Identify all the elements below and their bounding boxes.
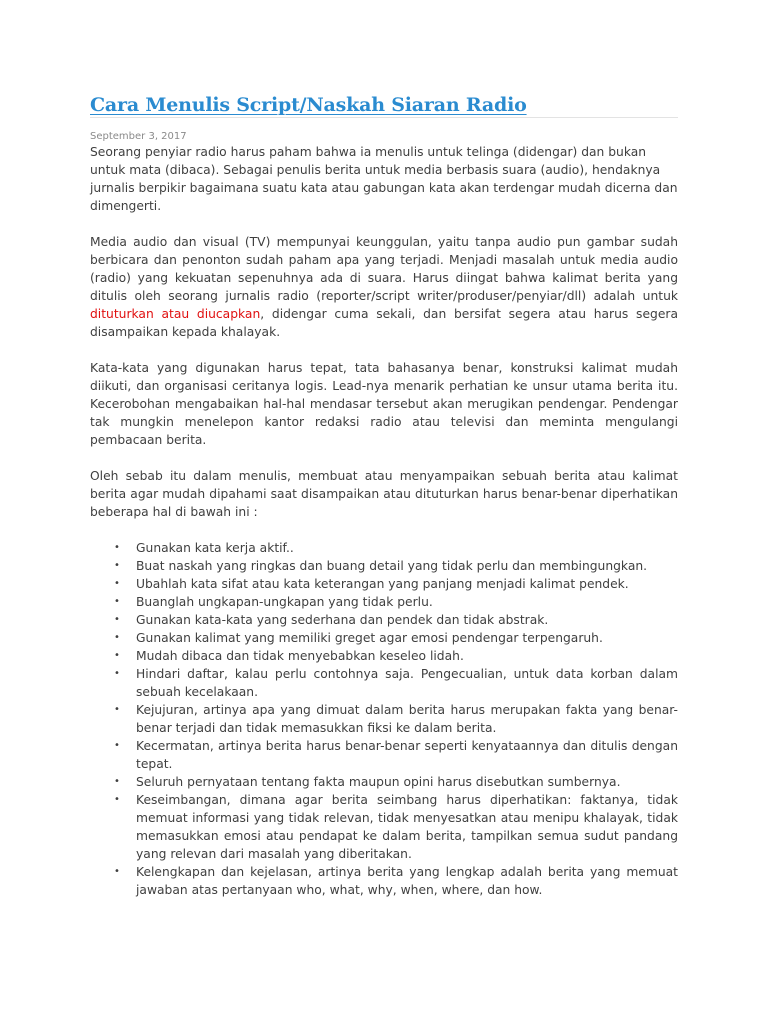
list-item xyxy=(90,737,678,773)
list-item-text: Gunakan kata kerja aktif.. xyxy=(136,541,294,555)
post-body xyxy=(90,143,678,899)
bullet-icon: • xyxy=(114,578,120,589)
list-item xyxy=(90,665,678,701)
title-divider xyxy=(90,117,678,118)
list-item xyxy=(90,575,678,593)
bullet-icon: • xyxy=(114,704,120,715)
list-item xyxy=(90,629,678,647)
list-item-text: Mudah dibaca dan tidak menyebabkan keseleo lidah. xyxy=(136,649,464,663)
guideline-list xyxy=(90,539,678,899)
paragraph-3: Kata-kata yang digunakan harus tepat, tata bahasanya benar, konstruksi kalimat mudah diikuti, dan organisasi ceritanya logis. Lead-nya menarik perhatian ke unsur utama berita itu. Kecerobohan mengabaikan hal-hal mendasar tersebut akan merugikan pendengar. Pendengar tak mungkin menelepon kantor redaksi radio atau televisi dan meminta mengulangi pembacaan berita. xyxy=(90,361,678,447)
bullet-icon: • xyxy=(114,866,120,877)
list-item-text: Kecermatan, artinya berita harus benar-benar seperti kenyataannya dan ditulis dengan tepat. xyxy=(136,739,678,771)
paragraph-2-text-end: , didengar cuma sekali, dan bersifat segera atau harus segera disampaikan kepada khalayak. xyxy=(90,307,678,339)
list-item-text: Kejujuran, artinya apa yang dimuat dalam berita harus merupakan fakta yang benar-benar terjadi dan tidak memasukkan fiksi ke dalam berita. xyxy=(136,703,678,735)
list-item xyxy=(90,863,678,899)
paragraph-2-text-start: Media audio dan visual (TV) mempunyai keunggulan, yaitu tanpa audio pun gambar sudah berbicara dan penonton sudah paham apa yang terjadi. Menjadi masalah untuk media audio (radio) yang kekuatan sepenuhnya ada di suara. Harus diingat bahwa kalimat berita yang ditulis oleh seorang jurnalis radio (reporter/script writer/produser/penyiar/dll) adalah untuk xyxy=(90,235,678,303)
list-item xyxy=(90,701,678,737)
bullet-icon: • xyxy=(114,632,120,643)
bullet-icon: • xyxy=(114,668,120,679)
list-item-text: Seluruh pernyataan tentang fakta maupun opini harus disebutkan sumbernya. xyxy=(136,775,621,789)
post-title[interactable]: Cara Menulis Script/Naskah Siaran Radio xyxy=(90,94,527,116)
list-item xyxy=(90,791,678,863)
highlighted-phrase: dituturkan atau diucapkan xyxy=(90,307,261,321)
bullet-icon: • xyxy=(114,740,120,751)
list-item xyxy=(90,647,678,665)
list-item-text: Buanglah ungkapan-ungkapan yang tidak perlu. xyxy=(136,595,433,609)
list-item xyxy=(90,611,678,629)
blog-post xyxy=(90,92,678,899)
list-item xyxy=(90,557,678,575)
paragraph-2 xyxy=(90,233,678,341)
bullet-icon: • xyxy=(114,596,120,607)
paragraph-4: Oleh sebab itu dalam menulis, membuat atau menyampaikan sebuah berita atau kalimat berita agar mudah dipahami saat disampaikan atau dituturkan harus benar-benar diperhatikan beberapa hal di bawah ini : xyxy=(90,469,678,519)
list-item-text: Kelengkapan dan kejelasan, artinya berita yang lengkap adalah berita yang memuat jawaban atas pertanyaan who, what, why, when, where, dan how. xyxy=(136,865,678,897)
bullet-icon: • xyxy=(114,560,120,571)
list-item-text: Hindari daftar, kalau perlu contohnya saja. Pengecualian, untuk data korban dalam sebuah kecelakaan. xyxy=(136,667,678,699)
bullet-icon: • xyxy=(114,542,120,553)
bullet-icon: • xyxy=(114,650,120,661)
bullet-icon: • xyxy=(114,794,120,805)
list-item-text: Buat naskah yang ringkas dan buang detail yang tidak perlu dan membingungkan. xyxy=(136,559,648,573)
list-item-text: Keseimbangan, dimana agar berita seimbang harus diperhatikan: faktanya, tidak memuat informasi yang tidak relevan, tidak menyesatkan atau menipu khalayak, tidak memasukkan emosi atau pendapat ke dalam berita, tampilkan semua sudut pandang yang relevan dari masalah yang diberitakan. xyxy=(136,793,678,861)
post-date: September 3, 2017 xyxy=(90,131,187,142)
list-item-text: Gunakan kalimat yang memiliki greget agar emosi pendengar terpengaruh. xyxy=(136,631,603,645)
list-item-text: Gunakan kata-kata yang sederhana dan pendek dan tidak abstrak. xyxy=(136,613,549,627)
paragraph-1: Seorang penyiar radio harus paham bahwa ia menulis untuk telinga (didengar) dan bukan untuk mata (dibaca). Sebagai penulis berita untuk media berbasis suara (audio), hendaknya jurnalis berpikir bagaimana suatu kata atau gabungan kata akan terdengar mudah dicerna dan dimengerti. xyxy=(90,145,678,213)
bullet-icon: • xyxy=(114,614,120,625)
list-item xyxy=(90,593,678,611)
list-item xyxy=(90,773,678,791)
bullet-icon: • xyxy=(114,776,120,787)
list-item-text: Ubahlah kata sifat atau kata keterangan yang panjang menjadi kalimat pendek. xyxy=(136,577,629,591)
list-item xyxy=(90,539,678,557)
